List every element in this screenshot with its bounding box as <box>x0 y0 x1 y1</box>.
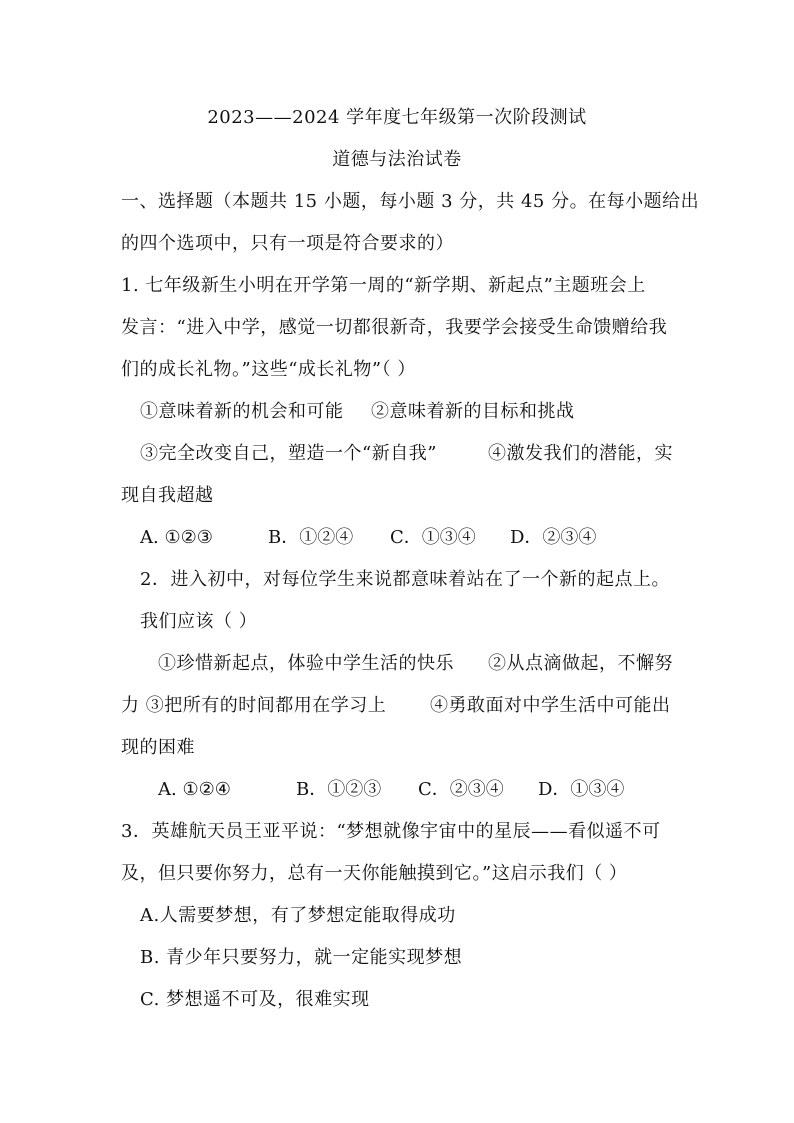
q1-item-1: ①意味着新的机会和可能 <box>140 401 344 422</box>
q2-item-2: ②从点滴做起，不懈努 <box>488 653 673 674</box>
q1-option-c: C．①③④ <box>390 527 476 548</box>
q3-stem-line1: 3．英雄航天员王亚平说：“梦想就像宇宙中的星辰——看似遥不可 <box>121 821 661 842</box>
q2-stem-line1: 2．进入初中，对每位学生来说都意味着站在了一个新的起点上。 <box>140 569 670 590</box>
q2-stem-line2: 我们应该（ ） <box>140 611 258 632</box>
q1-item-2: ②意味着新的目标和挑战 <box>371 401 575 422</box>
q3-option-b: B. 青少年只要努力，就一定能实现梦想 <box>140 947 463 968</box>
q2-option-b: B．①②③ <box>296 779 382 800</box>
q1-item-4: ④激发我们的潜能，实 <box>488 443 673 464</box>
q1-item-4-cont: 现自我超越 <box>121 485 214 506</box>
q1-stem-line2: 发言：“进入中学，感觉一切都很新奇，我要学会接受生命馈赠给我 <box>121 317 668 338</box>
exam-subtitle: 道德与法治试卷 <box>332 149 462 170</box>
q2-item-4-cont: 现的困难 <box>121 737 195 758</box>
q2-item-2-cont: 力 ③把所有的时间都用在学习上 <box>121 695 387 716</box>
q2-option-c: C．②③④ <box>418 779 504 800</box>
q1-item-3: ③完全改变自己，塑造一个“新自我” <box>140 443 437 464</box>
q2-item-1: ①珍惜新起点，体验中学生活的快乐 <box>158 653 454 674</box>
exam-title: 2023——2024 学年度七年级第一次阶段测试 <box>207 107 587 128</box>
q3-option-c: C. 梦想遥不可及，很难实现 <box>140 989 370 1010</box>
section-heading-line2: 的四个选项中，只有一项是符合要求的） <box>121 233 454 254</box>
section-heading-line1: 一、选择题（本题共 15 小题，每小题 3 分，共 45 分。在每小题给出 <box>121 191 700 212</box>
q2-item-4: ④勇敢面对中学生活中可能出 <box>430 695 671 716</box>
q1-option-d: D．②③④ <box>510 527 597 548</box>
q1-option-a: A. ①②③ <box>140 527 213 548</box>
q1-option-b: B．①②④ <box>268 527 354 548</box>
q1-stem-line3: 们的成长礼物。”这些“成长礼物”（ ） <box>121 359 416 380</box>
q3-option-a: A.人需要梦想，有了梦想定能取得成功 <box>140 905 456 926</box>
q3-stem-line2: 及，但只要你努力，总有一天你能触摸到它。”这启示我们（ ） <box>121 863 628 884</box>
q2-option-a: A. ①②④ <box>158 779 231 800</box>
q2-option-d: D．①③④ <box>538 779 625 800</box>
q1-stem-line1: 1. 七年级新生小明在开学第一周的“新学期、新起点”主题班会上 <box>121 275 646 296</box>
